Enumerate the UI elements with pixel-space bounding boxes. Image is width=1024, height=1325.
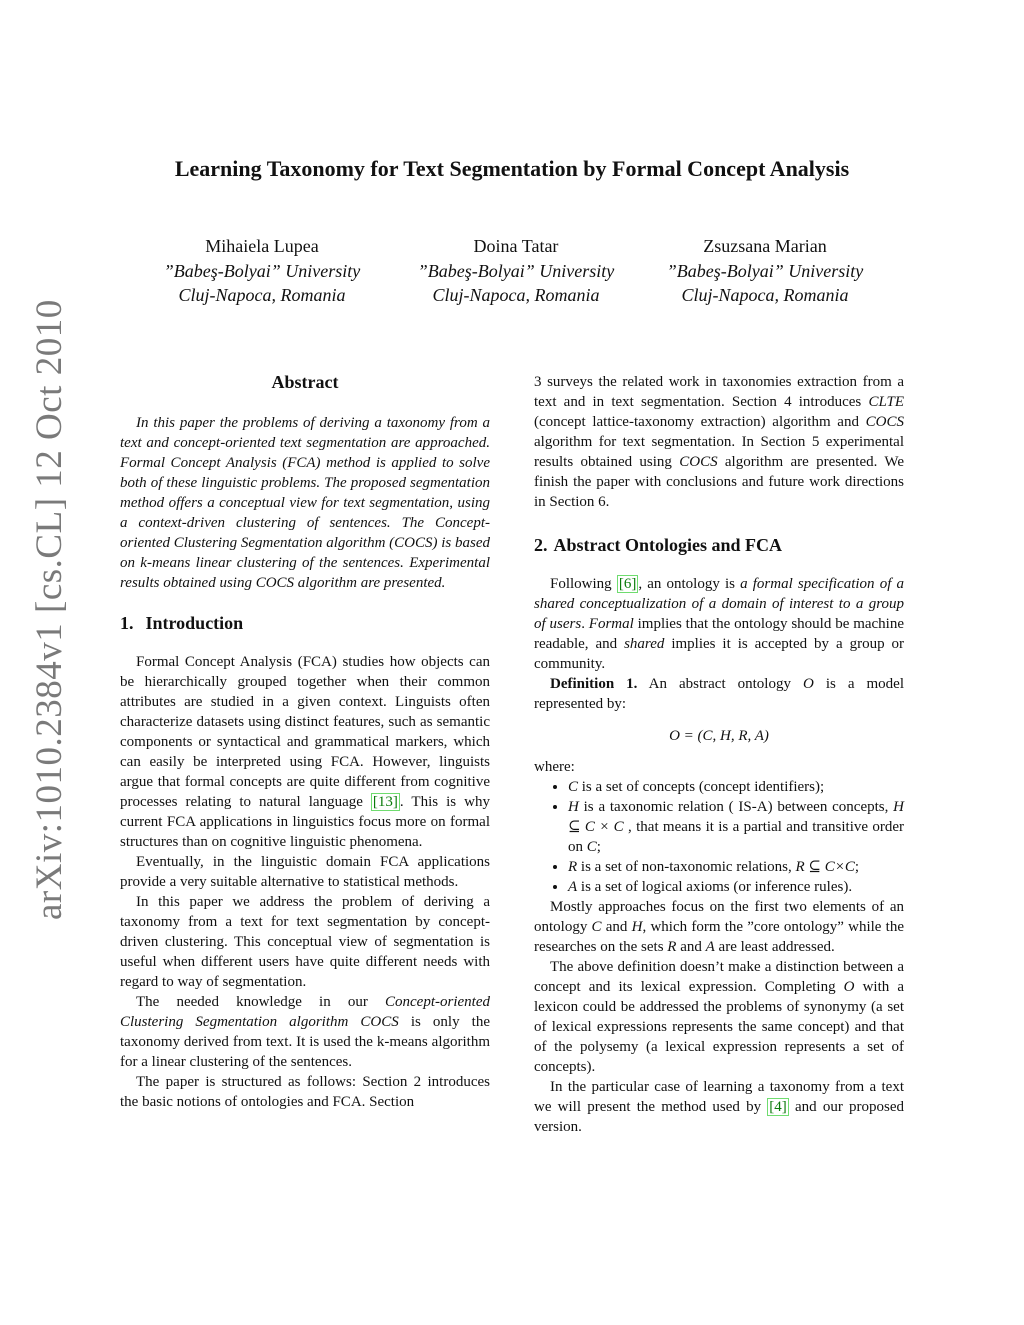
math-symbol: C [591, 919, 602, 935]
section-title: Introduction [145, 613, 244, 633]
author-name: Zsuzsana Marian [703, 236, 827, 256]
text-run: are least addressed. [714, 939, 835, 955]
math-symbol: H [631, 919, 643, 935]
text-run: and [601, 919, 632, 935]
citation-link[interactable]: [13] [372, 794, 398, 810]
list-item [568, 797, 904, 857]
author-block [132, 234, 392, 308]
definition-list [534, 777, 904, 897]
paragraph: Eventually, in the linguistic domain FCA applications provide a very suitable alternative to statistical methods. [120, 854, 490, 890]
definition [534, 674, 904, 714]
math-symbol: C [586, 839, 597, 855]
author-affiliation: ”Babeş-Bolyai” University [666, 260, 864, 281]
arxiv-identifier: arXiv:1010.2384v1 [cs.CL] 12 Oct 2010 [29, 299, 70, 920]
text-run: Formal Concept Analysis (FCA) studies how objects can be hierarchically grouped together when their common attributes are studied in a given context. Linguists often characterize datasets using distinct features, such as semantic components or syntactical and grammatical markers, which can easily be interpreted using FCA. However, linguists argue that formal concepts are quite different from cognitive processes relating to natural language [120, 654, 490, 810]
text-run: with a lexicon could be addressed the problems of synonymy (a set of lexical expressions represents the same concept) and that of the polysemy (a lexical expression represents a set of concepts). [534, 979, 905, 1075]
definition-label: Definition 1. [550, 676, 638, 692]
text-run: COCS [865, 414, 904, 430]
math-symbol: O [802, 676, 814, 692]
math-symbol: R [568, 859, 578, 875]
text-run: is a model represented by: [534, 676, 905, 712]
text-run: , an ontology is [638, 576, 741, 592]
text-run: is a set of logical axioms (or inference rules). [577, 879, 853, 895]
list-item [568, 857, 904, 877]
text-run: and our proposed version. [534, 1099, 904, 1135]
text-run: . [581, 616, 589, 632]
text-run: algorithm for text segmentation. In Section 5 experimental results obtained using [534, 434, 904, 470]
text-run: is only the taxonomy derived from text. It is used the k-means algorithm for a linear clustering of the sentences. [120, 1014, 490, 1070]
text-run: shared [624, 636, 665, 652]
math-symbol: R ⊆ C×C [795, 859, 855, 875]
paragraph [534, 574, 904, 674]
math-symbol: O [843, 979, 855, 995]
text-run: CLTE [868, 394, 904, 410]
text-run: Formal [588, 616, 634, 632]
math-symbol: C [568, 779, 579, 795]
text-run: a formal specification of a shared conceptualization of a domain of interest to a group of users [534, 576, 904, 632]
text-run: The needed knowledge in our [136, 994, 386, 1010]
paper-title: Learning Taxonomy for Text Segmentation by Formal Concept Analysis [174, 156, 850, 181]
text-run: implies it is accepted by a group or community. [534, 636, 905, 672]
paragraph [534, 957, 904, 1077]
text-run: In the particular case of learning a taxonomy from a text we will present the method used by [534, 1079, 904, 1115]
section-heading [120, 613, 490, 633]
text-run: COCS [679, 454, 718, 470]
paragraph [534, 372, 904, 512]
abstract-text: In this paper the problems of deriving a taxonomy from a text and concept-oriented text segmentation are approached. Formal Concept Analysis (FCA) method is applied to solve both of these linguistic problems. The proposed segmentation method offers a conceptual view for text segmentation, using a context-driven clustering of sentences. The Concept-oriented Clustering Segmentation algorithm (COCS) is based on k-means linear clustering of the sentences. Experimental results obtained using COCS algorithm are presented. [120, 415, 490, 591]
citation-link[interactable]: [4] [769, 1099, 787, 1115]
author-block [635, 234, 895, 308]
author-name: Doina Tatar [473, 236, 559, 256]
text-run: algorithm are presented. We finish the paper with conclusions and future work directions in Section 6. [534, 454, 904, 510]
paragraph [120, 652, 490, 852]
math-symbol: H ⊆ C × C [568, 799, 904, 835]
text-run: (concept lattice-taxonomy extraction) algorithm and [534, 414, 866, 430]
right-column [534, 372, 904, 1137]
paragraph [534, 1077, 904, 1137]
author-affiliation: ”Babeş-Bolyai” University [417, 260, 615, 281]
math-symbol: A [705, 939, 715, 955]
text-run: The above definition doesn’t make a distinction between a concept and its lexical expression. Completing [534, 959, 904, 995]
text-run: ; [854, 859, 860, 875]
left-column [120, 372, 490, 1112]
author-block [386, 234, 646, 308]
math-symbol: R [667, 939, 677, 955]
text-run: implies that the ontology should be machine readable, and [534, 616, 905, 652]
list-item [568, 877, 904, 897]
section-heading [534, 535, 904, 555]
author-name: Mihaiela Lupea [205, 236, 319, 256]
author-location: Cluj-Napoca, Romania [178, 285, 346, 305]
author-affiliation: ”Babeş-Bolyai” University [163, 260, 361, 281]
text-run: Mostly approaches focus on the first two elements of an ontology [534, 899, 904, 935]
text-run: , that means it is a partial and transitive order on [568, 819, 905, 855]
text-run: Concept-oriented Clustering Segmentation algorithm COCS [120, 994, 490, 1030]
author-location: Cluj-Napoca, Romania [432, 285, 600, 305]
section-title: Abstract Ontologies and FCA [553, 535, 782, 555]
text-run: ; [596, 839, 601, 855]
author-location: Cluj-Napoca, Romania [681, 285, 849, 305]
section-number: 1. [120, 613, 134, 633]
text-run: is a set of non-taxonomic relations, [577, 859, 796, 875]
text-run: An abstract ontology [637, 676, 803, 692]
citation-link[interactable]: [6] [618, 576, 637, 592]
math-symbol: H [568, 799, 579, 815]
paragraph [534, 897, 904, 957]
paragraph: In this paper we address the problem of deriving a taxonomy from a text for text segmentation by concept-driven clustering. This conceptual view of segmentation is useful when different users have quite different needs with regard to way of segmentation. [120, 894, 490, 990]
text-run: is a taxonomic relation ( IS-A) between concepts, [578, 799, 894, 815]
text-run: . This is why current FCA applications in linguistics focus more on formal structures than on cognitive linguistic phenomena. [120, 794, 491, 850]
paragraph: The paper is structured as follows: Section 2 introduces the basic notions of ontologies and FCA. Section [120, 1074, 490, 1110]
text-run: Following [550, 576, 617, 592]
text-run: 3 surveys the related work in taxonomies extraction from a text and in text segmentation. Section 4 introduces [534, 374, 904, 410]
text-run: and [676, 939, 706, 955]
text-run: , which form the ”core ontology” while the researches on the sets [534, 919, 904, 955]
abstract-heading: Abstract [271, 372, 339, 392]
section-number: 2. [534, 535, 548, 555]
equation: O = (C, H, R, A) [669, 728, 769, 744]
math-symbol: A [568, 879, 578, 895]
paragraph [120, 992, 490, 1072]
text-run: is a set of concepts (concept identifiers); [578, 779, 825, 795]
paragraph: where: [534, 759, 575, 775]
list-item [568, 777, 904, 797]
